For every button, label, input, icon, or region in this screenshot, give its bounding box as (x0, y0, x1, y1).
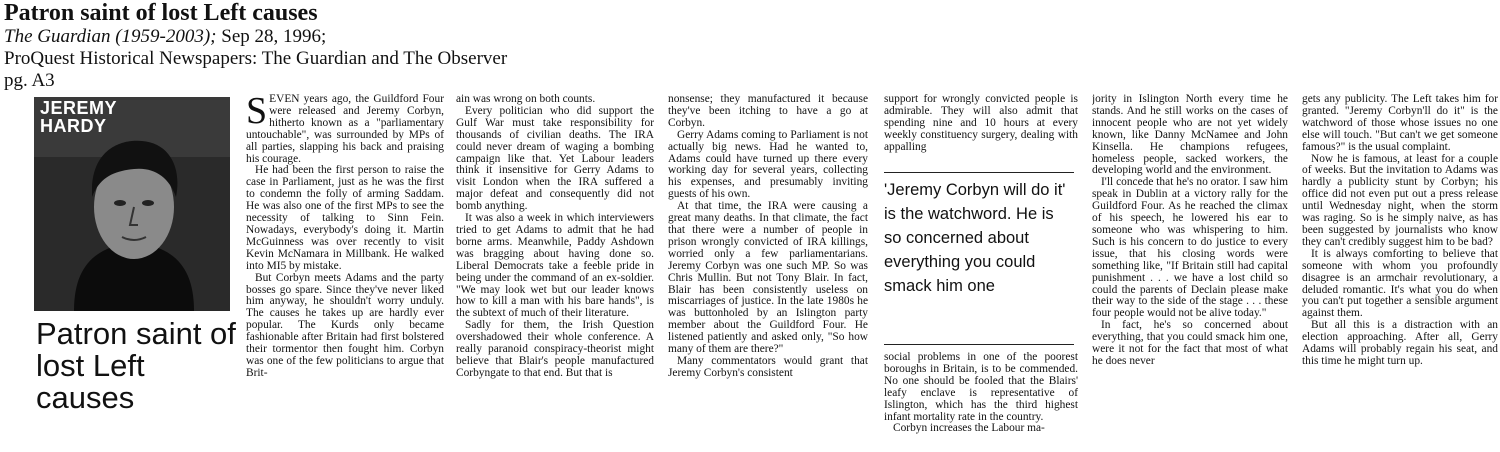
pull-quote-rule-top (884, 172, 1074, 173)
article-title: Patron saint of lost Left causes (4, 0, 318, 26)
paragraph: social problems in one of the poorest boroughs in Britain, is to be commended. No one should be fooled that the Blairs' leafy enclave is representative of Islington, which has the third highest infant mortality rate in the country. (884, 352, 1078, 423)
paragraph: But Corbyn meets Adams and the party bosses go spare. Since they've never liked him anyway, he shouldn't worry unduly. The causes he takes up are hardly ever popular. The Kurds only became fashionable after Britain had first bolstered their tormentor then fought him. Corbyn was one of the few politicians to argue that Brit- (246, 271, 444, 379)
paragraph: But all this is a distraction with an election approaching. After all, Gerry Adams will probably regain his seat, and this time he might turn up. (1302, 319, 1498, 367)
byline (40, 99, 117, 135)
author-photo (34, 97, 230, 311)
column-5 (1092, 94, 1288, 450)
paragraph: jority in Islington North every time he stands. And he still works on the cases of innocent people who are not yet widely known, like Danny McNamee and John Kinsella. He champions refugees, homeless people, sacked workers, the developing world and the environment. (1092, 94, 1288, 177)
article-headline: Patron saint of lost Left causes (36, 316, 236, 415)
byline-first: JEREMY (40, 98, 118, 118)
drop-cap: S (246, 94, 268, 132)
database-name: ProQuest Historical Newspapers: The Guardian and The Observer (4, 48, 508, 69)
paragraph: It was also a week in which interviewers tried to get Adams to admit that he had borne arms. Meanwhile, Paddy Ashdown was bragging about having done so. Liberal Democrats take a feeble pride in being under the command of an ex-soldier. "We may look wet but our leader knows how to kill a man with his bare hands", is the subtext of much of their literature. (456, 212, 654, 320)
column-1 (246, 94, 444, 450)
column-4-top (884, 94, 1078, 164)
paragraph: gets any publicity. The Left takes him for granted. "Jeremy Corbyn'll do it" is the watchword of those whose issues no one else will touch. "But can't we get someone famous?" is the usual complaint. (1302, 94, 1498, 153)
citation-header (4, 0, 704, 92)
column-6 (1302, 94, 1498, 450)
paragraph: I'll concede that he's no orator. I saw him speak in Dublin at a victory rally for the Guildford Four. As he reached the climax of his speech, he lowered his ear to someone who was whispering to him. Such is his concern to do justice to every issue, that his closing words were something like, "If Britain still had capital punishment . . . we have a lost child so could the parents of Declain please make their way to the side of the stage . . . these four people would not be alive today." (1092, 176, 1288, 320)
paragraph: Sadly for them, the Irish Question overshadowed their whole conference. A really paranoid conspiracy-theorist might believe that Blair's people manufactured Corbyngate to that end. But that is (456, 319, 654, 379)
paragraph: Every politician who did support the Gulf War must take responsibility for thousands of civilian deaths. The IRA could never dream of waging a bombing campaign like that. Yet Labour leaders think it insensitive for Gerry Adams to visit London when the IRA suffered a major defeat and consequently did not bomb anything. (456, 104, 654, 213)
paragraph: In fact, he's so concerned about everything, that you could smack him one, were it not for the fact that most of what he does never (1092, 319, 1288, 367)
paragraph: support for wrongly convicted people is admirable. They will also admit that spending nine and 10 hours at every weekly constituency surgery, dealing with appalling (884, 94, 1078, 153)
paragraph: ain was wrong on both counts. (456, 94, 596, 105)
column-2 (456, 94, 654, 450)
paragraph: He had been the first person to raise the case in Parliament, just as he was the first to condemn the folly of arming Saddam. He was also one of the first MPs to see the necessity of talking to Sinn Fein. Nowadays, everybody's doing it. Martin McGuinness was over recently to visit Kevin McNamara in Millbank. He walked into MI5 by mistake. (246, 164, 444, 272)
pull-quote: 'Jeremy Corbyn will do it' is the watchword. He is so concerned about everything you could smack him one (884, 181, 1066, 295)
paragraph: At that time, the IRA were causing a great many deaths. In that climate, the fact that there were a number of people in prison wrongly convicted of IRA killings, worried only a few parliamentarians. Jeremy Corbyn was one such MP. So was Chris Mullin. But not Tony Blair. In fact, Blair has been consistently useless on miscarriages of justice. In the late 1980s he was buttonholed by an Islington party member about the Guildford Four. He listened patiently and asked only, "So how many of them are there?" (668, 200, 868, 356)
column-3 (668, 94, 868, 450)
paragraph: SEVEN years ago, the Guildford Four were released and Jeremy Corbyn, hitherto known as a "parliamentary untouchable", was surrounded by MPs of all parties, slapping his back and praising his courage. (246, 94, 444, 165)
paragraph: nonsense; they manufactured it because they've been itching to have a go at Corbyn. (668, 94, 868, 129)
paragraph: Now he is famous, at least for a couple of weeks. But the invitation to Adams was hardly a publicity stunt by Corbyn; his office did not even put out a press release until Wednesday night, when the storm was raging. So is he simply naive, as has been suggested by journalists who know they can't credibly suggest him to be bad? (1302, 152, 1498, 248)
source-line (4, 26, 704, 48)
paragraph: It is always comforting to believe that someone with whom you profoundly disagree is an armchair revolutionary, a deluded romantic. It's what you do when you can't put together a sensible argument against them. (1302, 247, 1498, 320)
source-name: The Guardian (1959-2003); (4, 26, 217, 47)
paragraph: Corbyn increases the Labour ma- (893, 422, 1045, 435)
byline-last: HARDY (40, 116, 107, 136)
publication-date: Sep 28, 1996; (216, 26, 327, 47)
page-number: pg. A3 (4, 70, 55, 91)
pull-quote-rule-bottom (884, 344, 1074, 345)
paragraph: Gerry Adams coming to Parliament is not actually big news. Had he wanted to, Adams could have turned up there every working day for several years, collecting his expenses, and presumably inviting guests of his own. (668, 128, 868, 201)
column-4-bottom (884, 352, 1078, 450)
paragraph: Many commentators would grant that Jeremy Corbyn's consistent (668, 354, 868, 379)
